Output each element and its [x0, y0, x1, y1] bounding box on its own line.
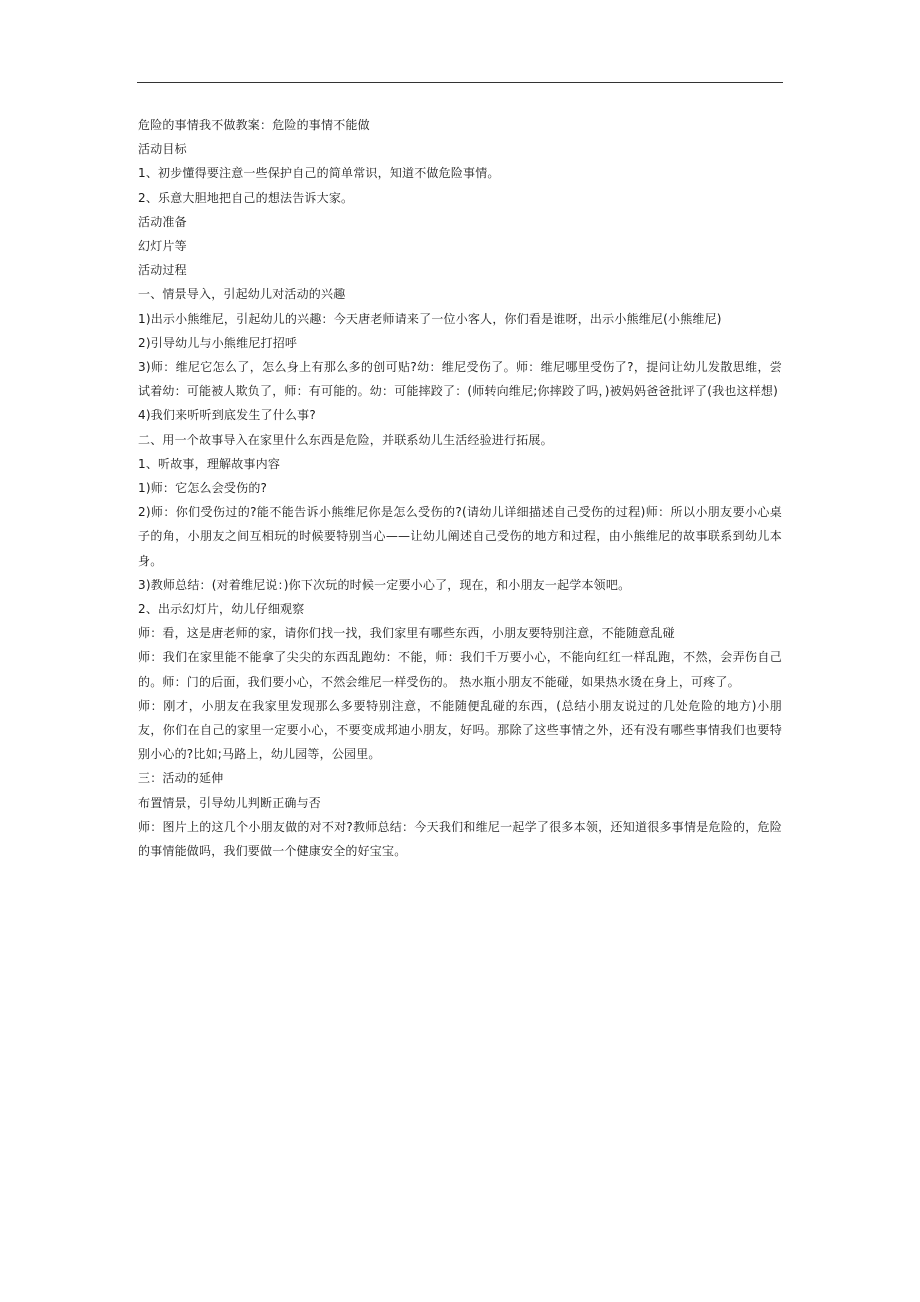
document-body	[138, 113, 782, 863]
paragraph: 师：看，这是唐老师的家，请你们找一找，我们家里有哪些东西，小朋友要特别注意，不能随意乱碰	[138, 626, 675, 641]
paragraph: 1)师：它怎么会受伤的?	[138, 481, 268, 496]
paragraph: 一、情景导入，引起幼儿对活动的兴趣	[138, 287, 346, 302]
paragraph: 二、用一个故事导入在家里什么东西是危险，并联系幼儿生活经验进行拓展。	[138, 432, 553, 447]
paragraph: 1)出示小熊维尼，引起幼儿的兴趣：今天唐老师请来了一位小客人，你们看是谁呀，出示小熊维尼(小熊维尼)	[138, 311, 722, 326]
section-heading: 活动准备	[138, 214, 187, 229]
paragraph: 布置情景，引导幼儿判断正确与否	[138, 795, 322, 810]
paragraph: 2、出示幻灯片，幼儿仔细观察	[138, 602, 305, 617]
document-title: 危险的事情我不做教案：危险的事情不能做	[138, 118, 370, 132]
paragraph: 幻灯片等	[138, 239, 187, 254]
paragraph: 师：图片上的这几个小朋友做的对不对?教师总结：今天我们和维尼一起学了很多本领，还知道很多事情是危险的，危险的事情能做吗，我们要做一个健康安全的好宝宝。	[138, 819, 782, 859]
paragraph: 1、初步懂得要注意一些保护自己的简单常识，知道不做危险事情。	[138, 166, 500, 181]
section-heading: 活动目标	[138, 142, 187, 157]
paragraph: 师：刚才，小朋友在我家里发现那么多要特别注意，不能随便乱碰的东西，(总结小朋友说过的几处危险的地方)小朋友，你们在自己的家里一定要小心，不要变成邦迪小朋友，好吗。那除了这些事情之外，还有没有哪些事情我们也要特别小心的?比如;马路上，幼儿园等，公园里。	[138, 698, 782, 762]
paragraph: 师：我们在家里能不能拿了尖尖的东西乱跑幼：不能，师：我们千万要小心，不能向红红一样乱跑，不然，会弄伤自己的。师：门的后面，我们要小心，不然会维尼一样受伤的。 热水瓶小朋友不能碰，如果热水烫在身上，可疼了。	[138, 650, 782, 689]
paragraph: 1、听故事，理解故事内容	[138, 456, 281, 471]
paragraph: 3)教师总结：(对着维尼说：)你下次玩的时候一定要小心了，现在，和小朋友一起学本领吧。	[138, 577, 631, 592]
section-heading: 活动过程	[138, 263, 187, 278]
paragraph: 4)我们来听听到底发生了什么事?	[138, 408, 316, 423]
paragraph: 2、乐意大胆地把自己的想法告诉大家。	[138, 190, 354, 205]
paragraph: 3)师：维尼它怎么了，怎么身上有那么多的创可贴?幼：维尼受伤了。师：维尼哪里受伤了?，提问让幼儿发散思维，尝试着幼：可能被人欺负了，师：有可能的。幼：可能摔跤了：(师转向维尼;你摔跤了吗，)被妈妈爸爸批评了(我也这样想)	[138, 360, 782, 399]
paragraph: 三：活动的延伸	[138, 771, 224, 786]
header-rule	[137, 82, 783, 83]
paragraph: 2)引导幼儿与小熊维尼打招呼	[138, 335, 298, 350]
paragraph: 2)师：你们受伤过的?能不能告诉小熊维尼你是怎么受伤的?(请幼儿详细描述自己受伤的过程)师：所以小朋友要小心桌子的角，小朋友之间互相玩的时候要特别当心——让幼儿阐述自己受伤的地方和过程，由小熊维尼的故事联系到幼儿本身。	[138, 505, 782, 568]
